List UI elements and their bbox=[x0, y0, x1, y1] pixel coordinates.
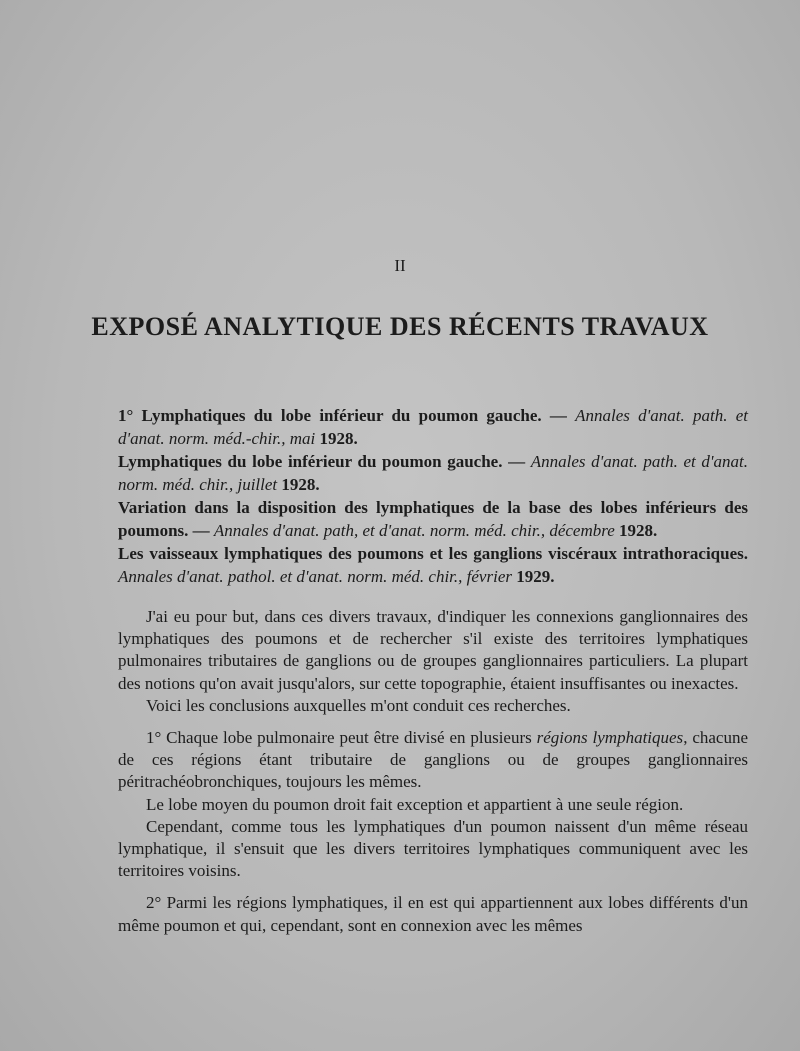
reference-title: 1° Lymphatiques du lobe inférieur du poumon gauche. — bbox=[118, 406, 576, 425]
reference-title: Les vaisseaux lymphatiques des poumons et les ganglions viscéraux intrathoraciques. bbox=[118, 544, 748, 563]
emphasis-text: régions lymphatiques bbox=[536, 728, 684, 748]
reference-item bbox=[118, 542, 748, 588]
page-title: EXPOSÉ ANALYTIQUE DES RÉCENTS TRAVAUX bbox=[91, 312, 709, 341]
paragraph: Le lobe moyen du poumon droit fait exception et appartient à une seule région. bbox=[146, 794, 684, 814]
reference-journal: Annales d'anat. path. et d'anat. norm. méd.-chir., mai bbox=[118, 406, 748, 448]
reference-journal: Annales d'anat. path. et d'anat. norm. méd. chir., juillet bbox=[118, 452, 748, 494]
reference-year: 1928. bbox=[319, 429, 358, 448]
paragraph bbox=[118, 727, 748, 794]
reference-year: 1929. bbox=[516, 567, 555, 586]
paragraph-text: , chacune de ces régions étant tributaire de ganglions ou de groupes ganglionnaires péritrachéobronchiques, toujours les mêmes. bbox=[118, 728, 749, 792]
reference-year: 1928. bbox=[619, 521, 658, 540]
reference-journal: Annales d'anat. pathol. et d'anat. norm. méd. chir., février bbox=[118, 567, 512, 586]
paragraph: Cependant, comme tous les lymphatiques d'un poumon naissent d'un même réseau lymphatique, il s'ensuit que les divers territoires lymphatiques communiquent avec les territoires voisins. bbox=[118, 816, 748, 881]
reference-list bbox=[118, 404, 748, 588]
reference-item bbox=[118, 404, 748, 450]
paragraph: 2° Parmi les régions lymphatiques, il en est qui appartiennent aux lobes différents d'un même poumon et qui, cependant, sont en connexion avec les mêmes bbox=[118, 893, 748, 935]
paragraph: J'ai eu pour but, dans ces divers travaux, d'indiquer les connexions ganglionnaires des lymphatiques des poumons et de rechercher s'il existe des territoires lymphatiques pulmonaires tributaires de ganglions ou de groupes ganglionnaires particuliers. La plupart des notions qu'on avait jusqu'alors, sur cette topographie, étaient insuffisantes ou inexactes. bbox=[118, 607, 748, 693]
reference-item bbox=[118, 496, 748, 542]
body-text bbox=[118, 606, 748, 937]
reference-journal: Annales d'anat. path, et d'anat. norm. méd. chir., décembre bbox=[213, 521, 615, 540]
paragraph: Voici les conclusions auxquelles m'ont conduit ces recherches. bbox=[146, 695, 571, 715]
section-numeral: II bbox=[394, 256, 406, 275]
reference-year: 1928. bbox=[281, 475, 320, 494]
reference-title: Variation dans la disposition des lymphatiques de la base des lobes inférieurs des poumons. — bbox=[118, 498, 748, 540]
reference-item bbox=[118, 450, 748, 496]
paragraph-text: 1° Chaque lobe pulmonaire peut être divisé en plusieurs bbox=[146, 728, 537, 748]
reference-title: Lymphatiques du lobe inférieur du poumon gauche. — bbox=[118, 452, 531, 471]
